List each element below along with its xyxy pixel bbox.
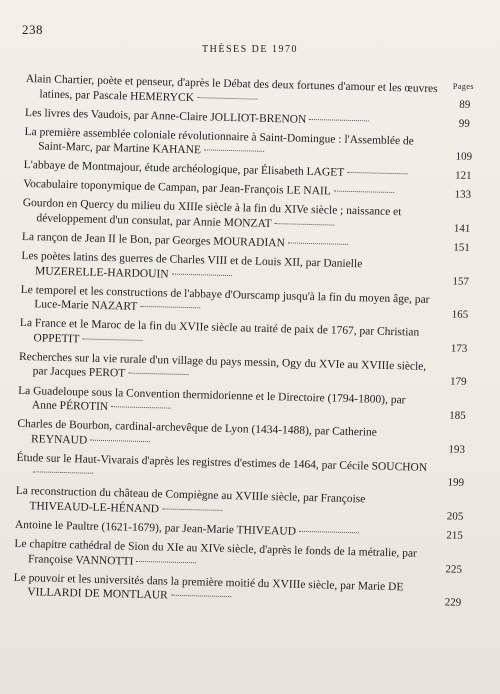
- toc-entry-title: Le temporel et les constructions de l'abbaye d'Ourscamp jusqu'à la fin du moyen âge, par Luce-Marie NAZART: [20, 283, 430, 314]
- toc-entry-title: La rançon de Jean II le Bon, par Georges MOURADIAN: [21, 231, 285, 250]
- dot-leader: [204, 149, 264, 152]
- toc-entry: [19, 350, 468, 390]
- toc-entry-page: 215: [446, 529, 463, 542]
- toc-entry-title: Étude sur le Haut-Vivarais d'après les registres d'estimes de 1464, par Cécile SOUCHON: [16, 451, 428, 474]
- toc-entry-title: Les livres des Vaudois, par Anne-Claire JOLLIOT-BRENON: [24, 106, 307, 126]
- dot-leader: [347, 171, 407, 174]
- toc-entry: [19, 316, 468, 356]
- toc-entry: [18, 383, 467, 423]
- toc-entry: [15, 484, 464, 524]
- dot-leader: [136, 559, 196, 562]
- toc-entry: [20, 283, 469, 323]
- dot-leader: [82, 337, 142, 340]
- toc-entry: [24, 125, 473, 165]
- toc-entry: [14, 537, 463, 577]
- table-of-contents: [13, 72, 474, 615]
- toc-entry-page: 121: [454, 169, 472, 183]
- toc-entry-title: Vocabulaire toponymique de Campan, par Jean-François LE NAIL: [23, 178, 331, 198]
- toc-entry: [21, 249, 470, 289]
- toc-entry-page: 133: [454, 188, 472, 202]
- toc-entry: [13, 570, 462, 610]
- toc-entry-title: Recherches sur la vie rurale d'un village du pays messin, Ogy du XVIe au XVIIIe siècle, par Jacques PEROT: [18, 350, 427, 380]
- toc-entry-page: 173: [450, 342, 468, 355]
- toc-entry-page: 185: [449, 409, 466, 422]
- dot-leader: [275, 222, 335, 225]
- dot-leader: [140, 305, 200, 308]
- toc-entry-title: Le chapitre cathédral de Sion du XIe au XIVe siècle, d'après le fonds de la métralie, par Françoise VANNOTTI: [14, 537, 417, 568]
- toc-entry-title: La première assemblée coloniale révolutionnaire à Saint-Domingue : l'Assemblée de Saint-Marc, par Martine KAHANE: [24, 125, 415, 157]
- toc-entry-page: 157: [452, 275, 470, 288]
- toc-entry-page: 151: [453, 241, 470, 254]
- toc-entry-page: 225: [445, 562, 463, 576]
- toc-entry-title: Alain Chartier, poète et penseur, d'après le Débat des deux fortunes d'amour et les œuvres latines, par Pascale HEMERYCK: [25, 72, 438, 104]
- toc-entry: [17, 417, 466, 457]
- toc-entry-page: 205: [446, 510, 464, 523]
- toc-entry-page: 141: [453, 222, 471, 235]
- dot-leader: [90, 438, 150, 441]
- toc-entry-title: Charles de Bourbon, cardinal-archevêque de Lyon (1434-1488), par Catherine REYNAUD: [17, 418, 378, 447]
- toc-entry: [25, 72, 474, 112]
- toc-entry-page: 165: [451, 308, 469, 322]
- toc-entry-page: 109: [455, 150, 473, 164]
- toc-entry-title: Les poètes latins des guerres de Charles VIII et de Louis XII, par Danielle MUZERELLE-HARDOUIN: [21, 250, 363, 281]
- toc-entry-title: L'abbaye de Montmajour, étude archéologique, par Élisabeth LAGET: [23, 159, 345, 180]
- dot-leader: [33, 471, 93, 474]
- dot-leader: [334, 190, 394, 193]
- toc-entry: [16, 451, 465, 491]
- toc-entry-title: La Guadeloupe sous la Convention thermidorienne et le Directoire (1794-1800), par Anne PÉROTIN: [18, 384, 406, 414]
- toc-entry-title: Antoine le Paultre (1621-1679), par Jean-Marie THIVEAUD: [14, 518, 297, 538]
- toc-entry-title: Gourdon en Quercy du milieu du XIIIe siècle à la fin du XIVe siècle ; naissance et développement d'un consulat, par Annie MONZAT: [22, 197, 402, 231]
- page-number: 238: [22, 22, 43, 37]
- dot-leader: [309, 118, 369, 121]
- toc-entry-title: La reconstruction du château de Compiègne au XVIIIe siècle, par Françoise THIVEAUD-LE-HÉNAND: [15, 485, 366, 516]
- toc-entry-page: 199: [447, 476, 465, 490]
- dot-leader: [171, 594, 231, 597]
- dot-leader: [111, 405, 171, 408]
- toc-entry-page: 193: [448, 443, 466, 456]
- dot-leader: [162, 507, 222, 510]
- running-title: THÈSES DE 1970: [202, 44, 298, 55]
- toc-entry-page: 179: [449, 375, 467, 389]
- toc-entry-page: 229: [444, 596, 462, 609]
- toc-entry-title: Le pouvoir et les universités dans la première moitié du XVIIIe siècle, par Marie DE VILLARDI DE MONTLAUR: [13, 571, 404, 602]
- dot-leader: [172, 272, 232, 275]
- dot-leader: [299, 530, 359, 533]
- dot-leader: [288, 242, 348, 245]
- toc-entry-title: La France et le Maroc de la fin du XVIIe siècle au traité de paix de 1767, par Christian OPPETIT: [19, 317, 420, 346]
- pages-column-label: Pages: [452, 82, 474, 91]
- dot-leader: [128, 372, 188, 375]
- toc-entry: [22, 196, 471, 236]
- dot-leader: [197, 96, 257, 99]
